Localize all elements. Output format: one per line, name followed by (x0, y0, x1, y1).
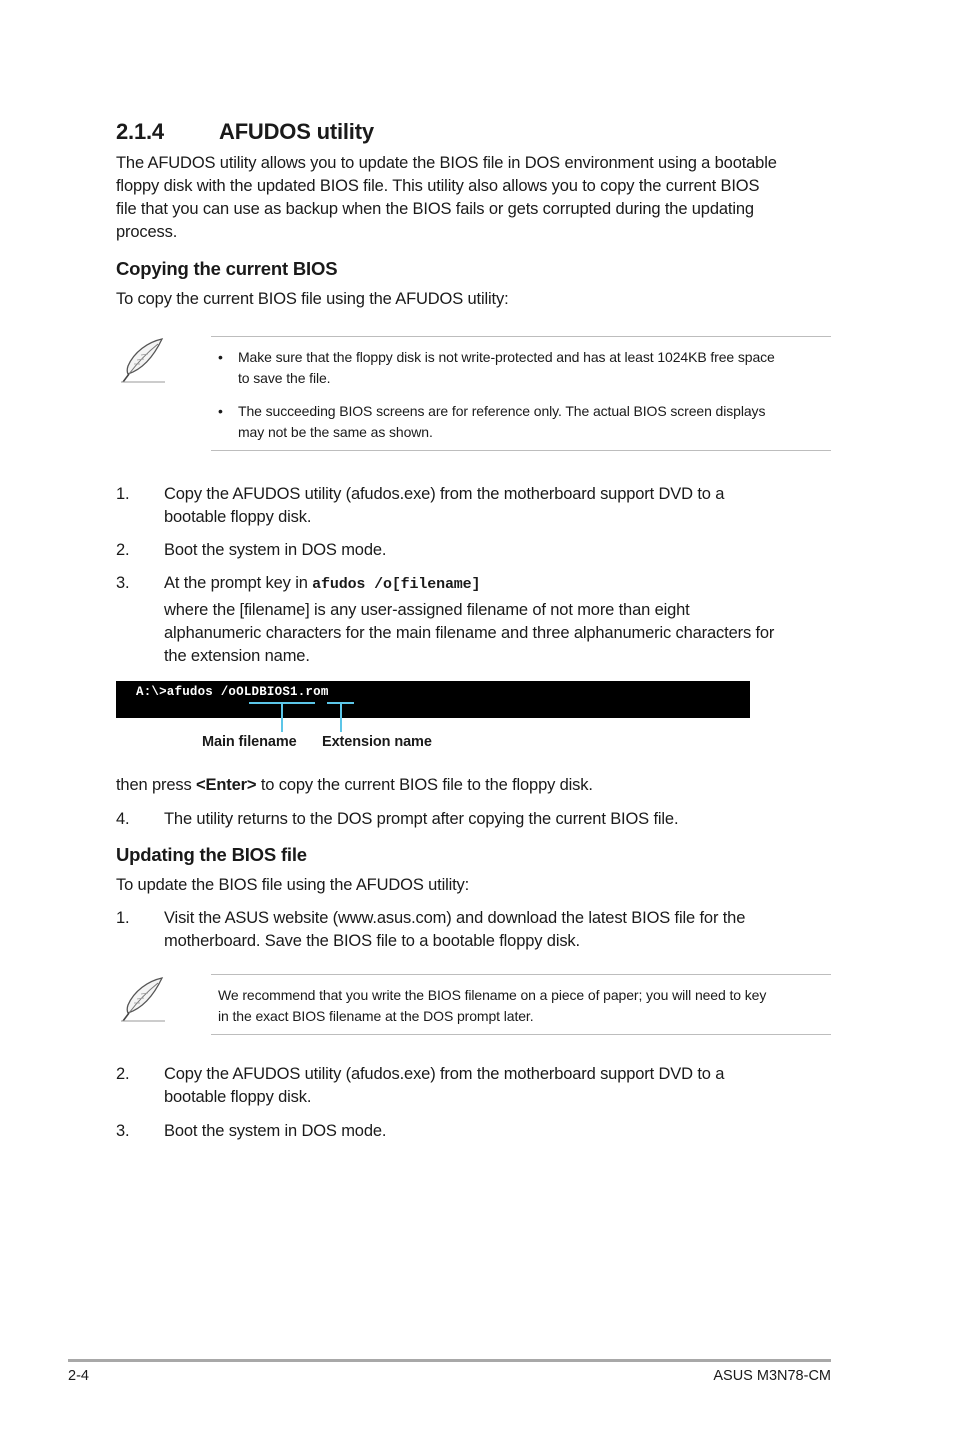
update-lead: To update the BIOS file using the AFUDOS utility: (116, 876, 470, 894)
step-text: Copy the AFUDOS utility (afudos.exe) from the motherboard support DVD to a bootable floppy disk. (164, 1065, 725, 1106)
note-text: We recommend that you write the BIOS filename on a piece of paper; you will need to key in the exact BIOS filename at the DOS prompt later. (218, 987, 767, 1024)
section-title: AFUDOS utility (219, 119, 374, 144)
note-bottom-rule (211, 1034, 831, 1035)
copy-heading: Copying the current BIOS (116, 258, 338, 279)
step-number: 4. (116, 810, 130, 828)
section-number: 2.1.4 (116, 119, 164, 144)
note-top-rule (211, 336, 831, 337)
note-bullet: The succeeding BIOS screens are for reference only. The actual BIOS screen displays may not be the same as shown. (238, 403, 766, 440)
step-text: Visit the ASUS website (www.asus.com) and download the latest BIOS file for the motherboard. Save the BIOS file to a bootable floppy disk. (164, 909, 746, 950)
page-number: 2-4 (68, 1368, 89, 1384)
copy-lead: To copy the current BIOS file using the AFUDOS utility: (116, 290, 509, 308)
intro-line: The AFUDOS utility allows you to update the BIOS file in DOS environment using a bootable (116, 154, 777, 172)
step-number: 3. (116, 574, 130, 592)
dos-command-line: A:\>afudos /oOLDBIOS1.rom (136, 685, 329, 699)
step-number: 1. (116, 485, 130, 503)
main-filename-label: Main filename (202, 734, 297, 750)
product-name: ASUS M3N78-CM (713, 1368, 831, 1384)
step-text: At the prompt key in afudos /o[filename] (164, 574, 481, 593)
note-bullet: Make sure that the floppy disk is not write-protected and has at least 1024KB free space to save the file. (238, 349, 775, 386)
extension-name-label: Extension name (322, 734, 432, 750)
step-number: 1. (116, 909, 130, 927)
intro-line: process. (116, 223, 178, 241)
feather-pen-icon (118, 336, 168, 384)
callout-line-ext (340, 702, 342, 732)
step-text: Copy the AFUDOS utility (afudos.exe) from the motherboard support DVD to a bootable floppy disk. (164, 485, 725, 526)
enter-key: <Enter> (195, 776, 257, 794)
command-text: afudos /o[filename] (312, 576, 481, 593)
intro-paragraph (116, 152, 836, 244)
step-text: The utility returns to the DOS prompt after copying the current BIOS file. (164, 810, 679, 828)
step-number: 3. (116, 1122, 130, 1140)
callout-line-main (281, 702, 283, 732)
step-text: Boot the system in DOS mode. (164, 541, 387, 559)
note-top-rule (211, 974, 831, 975)
feather-pen-icon (118, 975, 168, 1023)
footer-rule (68, 1359, 831, 1362)
update-heading: Updating the BIOS file (116, 844, 307, 865)
note-bottom-rule (211, 450, 831, 451)
step-text: Boot the system in DOS mode. (164, 1122, 387, 1140)
intro-line: file that you can use as backup when the BIOS fails or gets corrupted during the updating (116, 200, 754, 218)
dos-terminal (116, 681, 750, 718)
step-text: where the [filename] is any user-assigned filename of not more than eight alphanumeric characters for the main filename and three alphanumeric characters for the extension name. (164, 601, 775, 665)
intro-line: floppy disk with the updated BIOS file. This utility also allows you to copy the current BIOS (116, 177, 760, 195)
step-number: 2. (116, 541, 130, 559)
step-number: 2. (116, 1065, 130, 1083)
then-press-text: then press <Enter> to copy the current BIOS file to the floppy disk. (116, 776, 593, 794)
